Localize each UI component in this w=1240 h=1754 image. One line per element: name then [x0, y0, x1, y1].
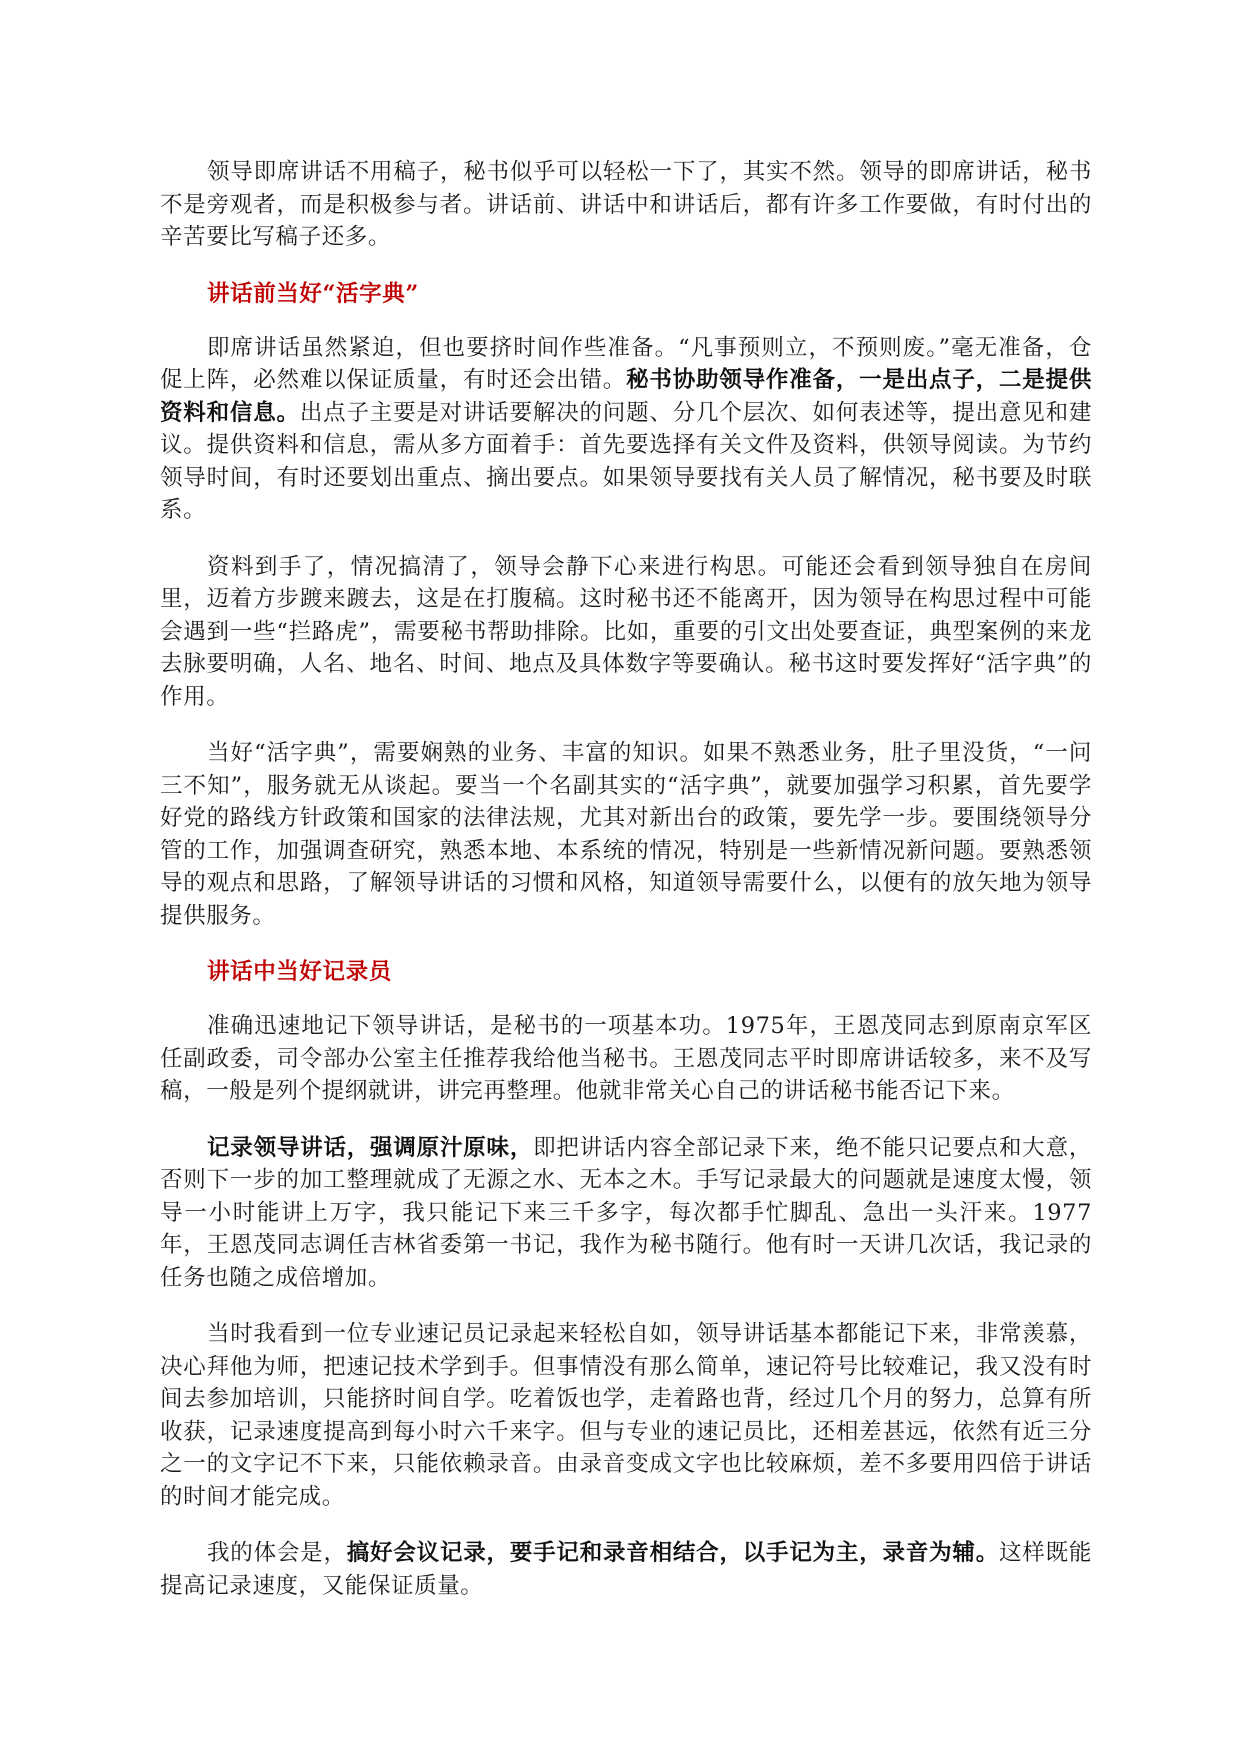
experience-text-a: 我的体会是， — [207, 1540, 347, 1566]
shorthand-paragraph: 当时我看到一位专业速记员记录起来轻松自如，领导讲话基本都能记下来，非常羡慕，决心拜他为师，把速记技术学到手。但事情没有那么简单，速记符号比较难记，我又没有时间去参加培训，只能挤时间自学。吃着饭也学，走着路也背，经过几个月的努力，总算有所收获，记录速度提高到每小时六千来字。但与专业的速记员比，还相差甚远，依然有近三分之一的文字记不下来，只能依赖录音。由录音变成文字也比较麻烦，差不多要用四倍于讲话的时间才能完成。 — [160, 1321, 1092, 1510]
document-page — [160, 156, 1092, 1626]
preparation-text-a: 即席讲话虽然紧迫，但也要挤时间作些准备。“凡事预则立，不预则废。”毫无准备，仓促上阵，必然难以保证质量，有时还会出错。 — [160, 334, 1092, 393]
recording-intro-paragraph: 准确迅速地记下领导讲话，是秘书的一项基本功。1975年，王恩茂同志到原南京军区任副政委，司令部办公室主任推荐我给他当秘书。王恩茂同志平时即席讲话较多，来不及写稿，一般是列个提纲就讲，讲完再整理。他就非常关心自己的讲话秘书能否记下来。 — [160, 1013, 1092, 1104]
intro-paragraph: 领导即席讲话不用稿子，秘书似乎可以轻松一下了，其实不然。领导的即席讲话，秘书不是旁观者，而是积极参与者。讲话前、讲话中和讲话后，都有许多工作要做，有时付出的辛苦要比写稿子还多。 — [160, 159, 1092, 250]
preparation-paragraph — [160, 332, 1092, 527]
experience-text-c: 这样既能提高记录速度，又能保证质量。 — [160, 1540, 1092, 1599]
section-heading-during-speech: 讲话中当好记录员 — [207, 959, 392, 985]
original-flavor-paragraph — [160, 1132, 1092, 1295]
preparation-bold-text: 秘书协助领导作准备，一是出点子，二是提供资料和信息。 — [160, 367, 1092, 426]
experience-bold-text: 搞好会议记录，要手记和录音相结合，以手记为主，录音为辅。 — [346, 1540, 999, 1566]
section-heading-before-speech: 讲话前当好“活字典” — [207, 280, 419, 307]
living-dictionary-paragraph: 当好“活字典”，需要娴熟的业务、丰富的知识。如果不熟悉业务，肚子里没货，“一问三不知”，服务就无从谈起。要当一个名副其实的“活字典”，就要加强学习积累，首先要学好党的路线方针政策和国家的法律法规，尤其对新出台的政策，要先学一步。要围绕领导分管的工作，加强调查研究，熟悉本地、本系统的情况，特别是一些新情况新问题。要熟悉领导的观点和思路，了解领导讲话的习惯和风格，知道领导需要什么，以便有的放矢地为领导提供服务。 — [160, 740, 1092, 929]
conception-paragraph: 资料到手了，情况搞清了，领导会静下心来进行构思。可能还会看到领导独自在房间里，迈着方步踱来踱去，这是在打腹稿。这时秘书还不能离开，因为领导在构思过程中可能会遇到一些“拦路虎”，需要秘书帮助排除。比如，重要的引文出处要查证，典型案例的来龙去脉要明确，人名、地名、时间、地点及具体数字等要确认。秘书这时要发挥好“活字典”的作用。 — [160, 553, 1092, 710]
original-flavor-text: 即把讲话内容全部记录下来，绝不能只记要点和大意，否则下一步的加工整理就成了无源之水、无本之木。手写记录最大的问题就是速度太慢，领导一小时能讲上万字，我只能记下来三千多字，每次都手忙脚乱、急出一头汗来。1977年，王恩茂同志调任吉林省委第一书记，我作为秘书随行。他有时一天讲几次话，我记录的任务也随之成倍增加。 — [160, 1134, 1092, 1291]
original-flavor-bold-text: 记录领导讲话，强调原汁原味， — [207, 1134, 534, 1161]
experience-paragraph — [160, 1537, 1092, 1602]
preparation-text-c: 出点子主要是对讲话要解决的问题、分几个层次、如何表述等，提出意见和建议。提供资料和信息，需从多方面着手：首先要选择有关文件及资料，供领导阅读。为节约领导时间，有时还要划出重点、摘出要点。如果领导要找有关人员了解情况，秘书要及时联系。 — [160, 399, 1093, 523]
